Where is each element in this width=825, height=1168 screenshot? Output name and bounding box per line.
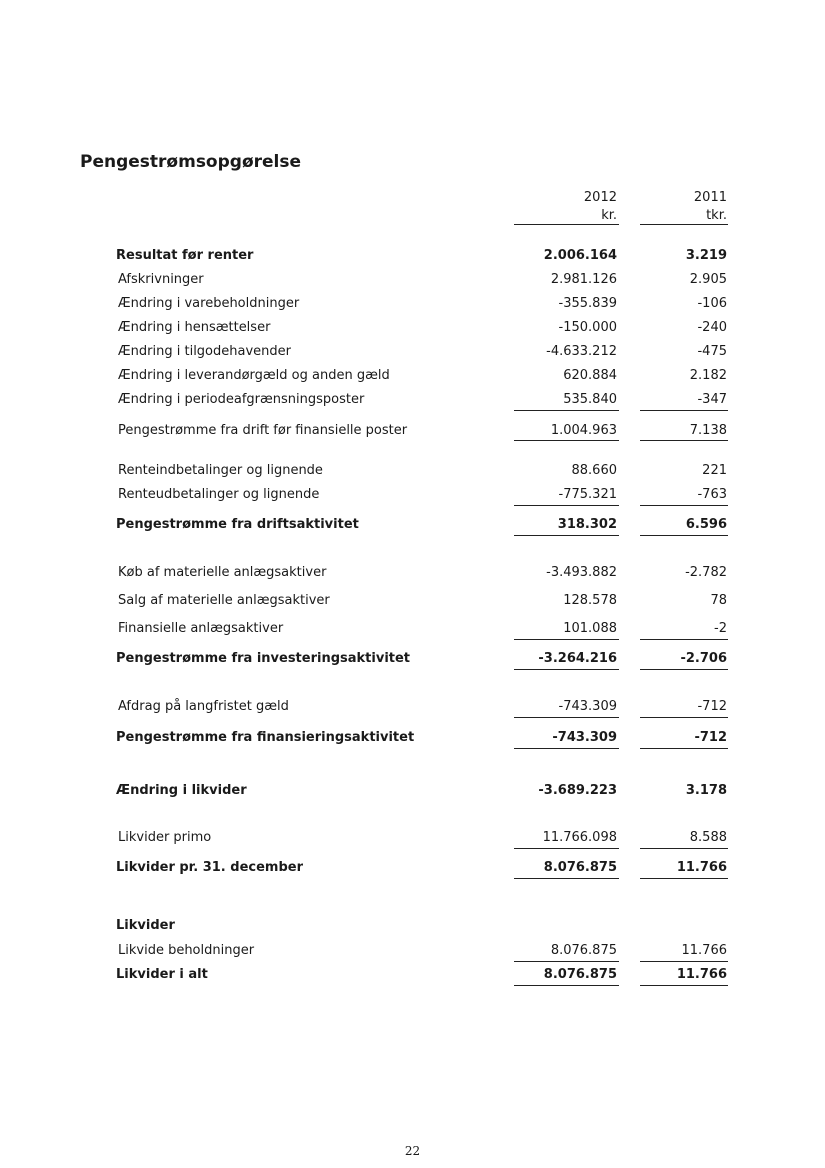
page-number: 22 — [404, 1144, 421, 1158]
table-row — [0, 487, 825, 505]
value-2012: 2.981.126 — [550, 272, 617, 287]
subtotal-line — [640, 717, 728, 718]
table-row — [0, 565, 825, 583]
row-label: Likvide beholdninger — [118, 943, 255, 958]
table-row — [0, 730, 825, 748]
row-label: Ændring i hensættelser — [118, 320, 271, 335]
subtotal-line — [640, 961, 728, 962]
value-2011: 7.138 — [689, 423, 727, 438]
value-2011: 11.766 — [681, 943, 727, 958]
value-2011: -106 — [697, 296, 727, 311]
table-row — [0, 860, 825, 878]
row-label: Pengestrømme fra drift før finansielle poster — [118, 423, 408, 438]
total-line — [640, 535, 728, 536]
column-unit-kr: kr. — [601, 208, 617, 223]
row-label: Renteudbetalinger og lignende — [118, 487, 320, 502]
table-row — [0, 967, 825, 985]
value-2012: 8.076.875 — [550, 943, 617, 958]
value-2012: -743.309 — [552, 730, 617, 745]
value-2011: -2 — [714, 621, 727, 636]
row-label: Finansielle anlægsaktiver — [118, 621, 284, 636]
value-2012: 620.884 — [563, 368, 617, 383]
total-line — [640, 748, 728, 749]
value-2011: 3.178 — [685, 783, 727, 798]
header-underline — [640, 224, 728, 225]
value-2012: 318.302 — [557, 517, 617, 532]
subtotal-line — [640, 848, 728, 849]
value-2012: -355.839 — [558, 296, 617, 311]
value-2012: -4.633.212 — [546, 344, 617, 359]
value-2012: -3.689.223 — [538, 783, 617, 798]
value-2011: 221 — [702, 463, 727, 478]
value-2012: 11.766.098 — [542, 830, 617, 845]
row-label: Ændring i periodeafgrænsningsposter — [118, 392, 365, 407]
row-label: Ændring i tilgodehavender — [118, 344, 291, 359]
value-2012: -3.264.216 — [538, 651, 617, 666]
table-row — [0, 320, 825, 338]
row-label: Afdrag på langfristet gæld — [118, 699, 289, 714]
table-row — [0, 783, 825, 801]
subtotal-line — [514, 440, 619, 441]
table-row — [0, 368, 825, 386]
value-2012: 2.006.164 — [543, 248, 617, 263]
value-2011: 11.766 — [676, 860, 727, 875]
row-label: Resultat før renter — [116, 248, 254, 263]
subtotal-line — [514, 717, 619, 718]
value-2011: -2.706 — [680, 651, 727, 666]
value-2011: -712 — [694, 730, 727, 745]
value-2011: 2.905 — [689, 272, 727, 287]
value-2011: -475 — [697, 344, 727, 359]
header-underline — [514, 224, 619, 225]
value-2012: 8.076.875 — [543, 967, 617, 982]
subtotal-line — [514, 848, 619, 849]
value-2011: 78 — [710, 593, 727, 608]
row-label: Afskrivninger — [118, 272, 204, 287]
value-2011: 3.219 — [685, 248, 727, 263]
row-label: Køb af materielle anlægsaktiver — [118, 565, 327, 580]
value-2011: 2.182 — [689, 368, 727, 383]
subtotal-line — [640, 505, 728, 506]
subtotal-line — [640, 410, 728, 411]
table-row — [0, 463, 825, 481]
table-row — [0, 423, 825, 441]
row-label: Likvider primo — [118, 830, 212, 845]
table-row — [0, 621, 825, 639]
total-line — [640, 878, 728, 879]
page-title: Pengestrømsopgørelse — [80, 152, 302, 172]
value-2011: -347 — [697, 392, 727, 407]
subtotal-line — [514, 639, 619, 640]
value-2012: -150.000 — [558, 320, 617, 335]
value-2012: -775.321 — [558, 487, 617, 502]
row-label: Likvider pr. 31. december — [116, 860, 303, 875]
total-line — [640, 985, 728, 986]
table-row — [0, 651, 825, 669]
total-line — [514, 535, 619, 536]
column-unit-tkr: tkr. — [706, 208, 727, 223]
row-label: Pengestrømme fra driftsaktivitet — [116, 517, 359, 532]
row-label: Likvider i alt — [116, 967, 208, 982]
table-row — [0, 272, 825, 290]
row-label: Ændring i varebeholdninger — [118, 296, 300, 311]
section-heading — [0, 918, 825, 936]
subtotal-line — [514, 410, 619, 411]
total-line — [514, 878, 619, 879]
value-2011: -763 — [697, 487, 727, 502]
value-2012: -3.493.882 — [546, 565, 617, 580]
table-row — [0, 517, 825, 535]
value-2012: 101.088 — [563, 621, 617, 636]
total-line — [640, 669, 728, 670]
total-line — [514, 748, 619, 749]
subtotal-line — [514, 505, 619, 506]
column-year-2011: 2011 — [693, 190, 727, 205]
column-year-2012: 2012 — [583, 190, 617, 205]
table-row — [0, 593, 825, 611]
row-label: Ændring i likvider — [116, 783, 247, 798]
subtotal-line — [640, 639, 728, 640]
subtotal-line — [514, 961, 619, 962]
row-label: Salg af materielle anlægsaktiver — [118, 593, 330, 608]
value-2011: 8.588 — [689, 830, 727, 845]
table-row — [0, 344, 825, 362]
value-2012: 128.578 — [563, 593, 617, 608]
table-row — [0, 296, 825, 314]
row-label: Pengestrømme fra finansieringsaktivitet — [116, 730, 415, 745]
value-2011: -712 — [697, 699, 727, 714]
value-2012: 8.076.875 — [543, 860, 617, 875]
total-line — [514, 669, 619, 670]
value-2011: -2.782 — [685, 565, 727, 580]
subtotal-line — [640, 440, 728, 441]
value-2012: 1.004.963 — [550, 423, 617, 438]
value-2012: -743.309 — [558, 699, 617, 714]
row-label: Ændring i leverandørgæld og anden gæld — [118, 368, 390, 383]
value-2012: 88.660 — [571, 463, 617, 478]
table-row — [0, 943, 825, 961]
table-row — [0, 830, 825, 848]
value-2011: 11.766 — [676, 967, 727, 982]
value-2011: -240 — [697, 320, 727, 335]
table-row — [0, 699, 825, 717]
row-label: Renteindbetalinger og lignende — [118, 463, 323, 478]
value-2011: 6.596 — [685, 517, 727, 532]
value-2012: 535.840 — [563, 392, 617, 407]
table-row — [0, 392, 825, 410]
table-row — [0, 248, 825, 266]
row-label: Likvider — [116, 918, 175, 933]
row-label: Pengestrømme fra investeringsaktivitet — [116, 651, 411, 666]
total-line — [514, 985, 619, 986]
